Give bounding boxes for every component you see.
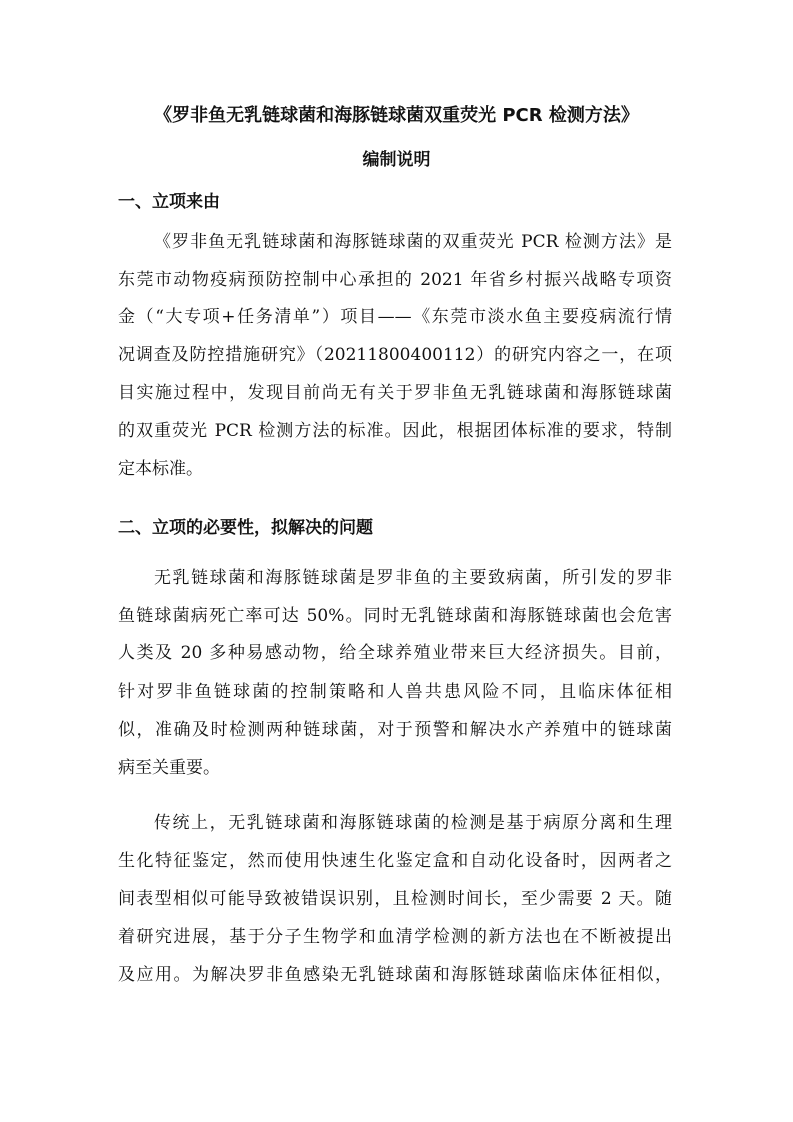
- paragraph-line: 着研究进展，基于分子生物学和血清学检测的新方法也在不断被提出: [118, 927, 672, 947]
- paragraph-line: 金（“大专项+任务清单”）项目——《东莞市淡水鱼主要疫病流行情: [118, 307, 672, 327]
- section-heading-2: 二、立项的必要性，拟解决的问题: [118, 518, 373, 538]
- paragraph-line: 间表型相似可能导致被错误识别，且检测时间长，至少需要 2 天。随: [118, 889, 672, 909]
- paragraph-line: 针对罗非鱼链球菌的控制策略和人兽共患风险不同，且临床体征相: [118, 682, 672, 702]
- section-heading-1: 一、立项来由: [118, 192, 220, 212]
- document-title: 《罗非鱼无乳链球菌和海豚链球菌双重荧光 PCR 检测方法》: [154, 105, 639, 126]
- paragraph-line: 及应用。为解决罗非鱼感染无乳链球菌和海豚链球菌临床体征相似，: [118, 965, 672, 985]
- paragraph-line: 传统上，无乳链球菌和海豚链球菌的检测是基于病原分离和生理: [154, 813, 672, 833]
- document-subtitle: 编制说明: [362, 150, 431, 170]
- paragraph-line: 的双重荧光 PCR 检测方法的标准。因此，根据团体标准的要求，特制: [118, 421, 672, 441]
- paragraph-line: 生化特征鉴定，然而使用快速生化鉴定盒和自动化设备时，因两者之: [118, 851, 672, 871]
- paragraph-line: 人类及 20 多种易感动物，给全球养殖业带来巨大经济损失。目前，: [118, 643, 672, 663]
- paragraph-line: 定本标准。: [118, 459, 203, 479]
- paragraph-line: 似，准确及时检测两种链球菌，对于预警和解决水产养殖中的链球菌: [118, 720, 672, 740]
- paragraph-line: 鱼链球菌病死亡率可达 50%。同时无乳链球菌和海豚链球菌也会危害: [118, 606, 672, 626]
- paragraph-line: 目实施过程中，发现目前尚无有关于罗非鱼无乳链球菌和海豚链球菌: [118, 383, 672, 403]
- paragraph-line: 无乳链球菌和海豚链球菌是罗非鱼的主要致病菌，所引发的罗非: [154, 568, 672, 588]
- paragraph-line: 东莞市动物疫病预防控制中心承担的 2021 年省乡村振兴战略专项资: [118, 270, 672, 290]
- paragraph-line: 《罗非鱼无乳链球菌和海豚链球菌的双重荧光 PCR 检测方法》是: [154, 232, 672, 252]
- paragraph-line: 病至关重要。: [118, 758, 220, 778]
- paragraph-line: 况调查及防控措施研究》（20211800400112）的研究内容之一，在项: [118, 345, 672, 365]
